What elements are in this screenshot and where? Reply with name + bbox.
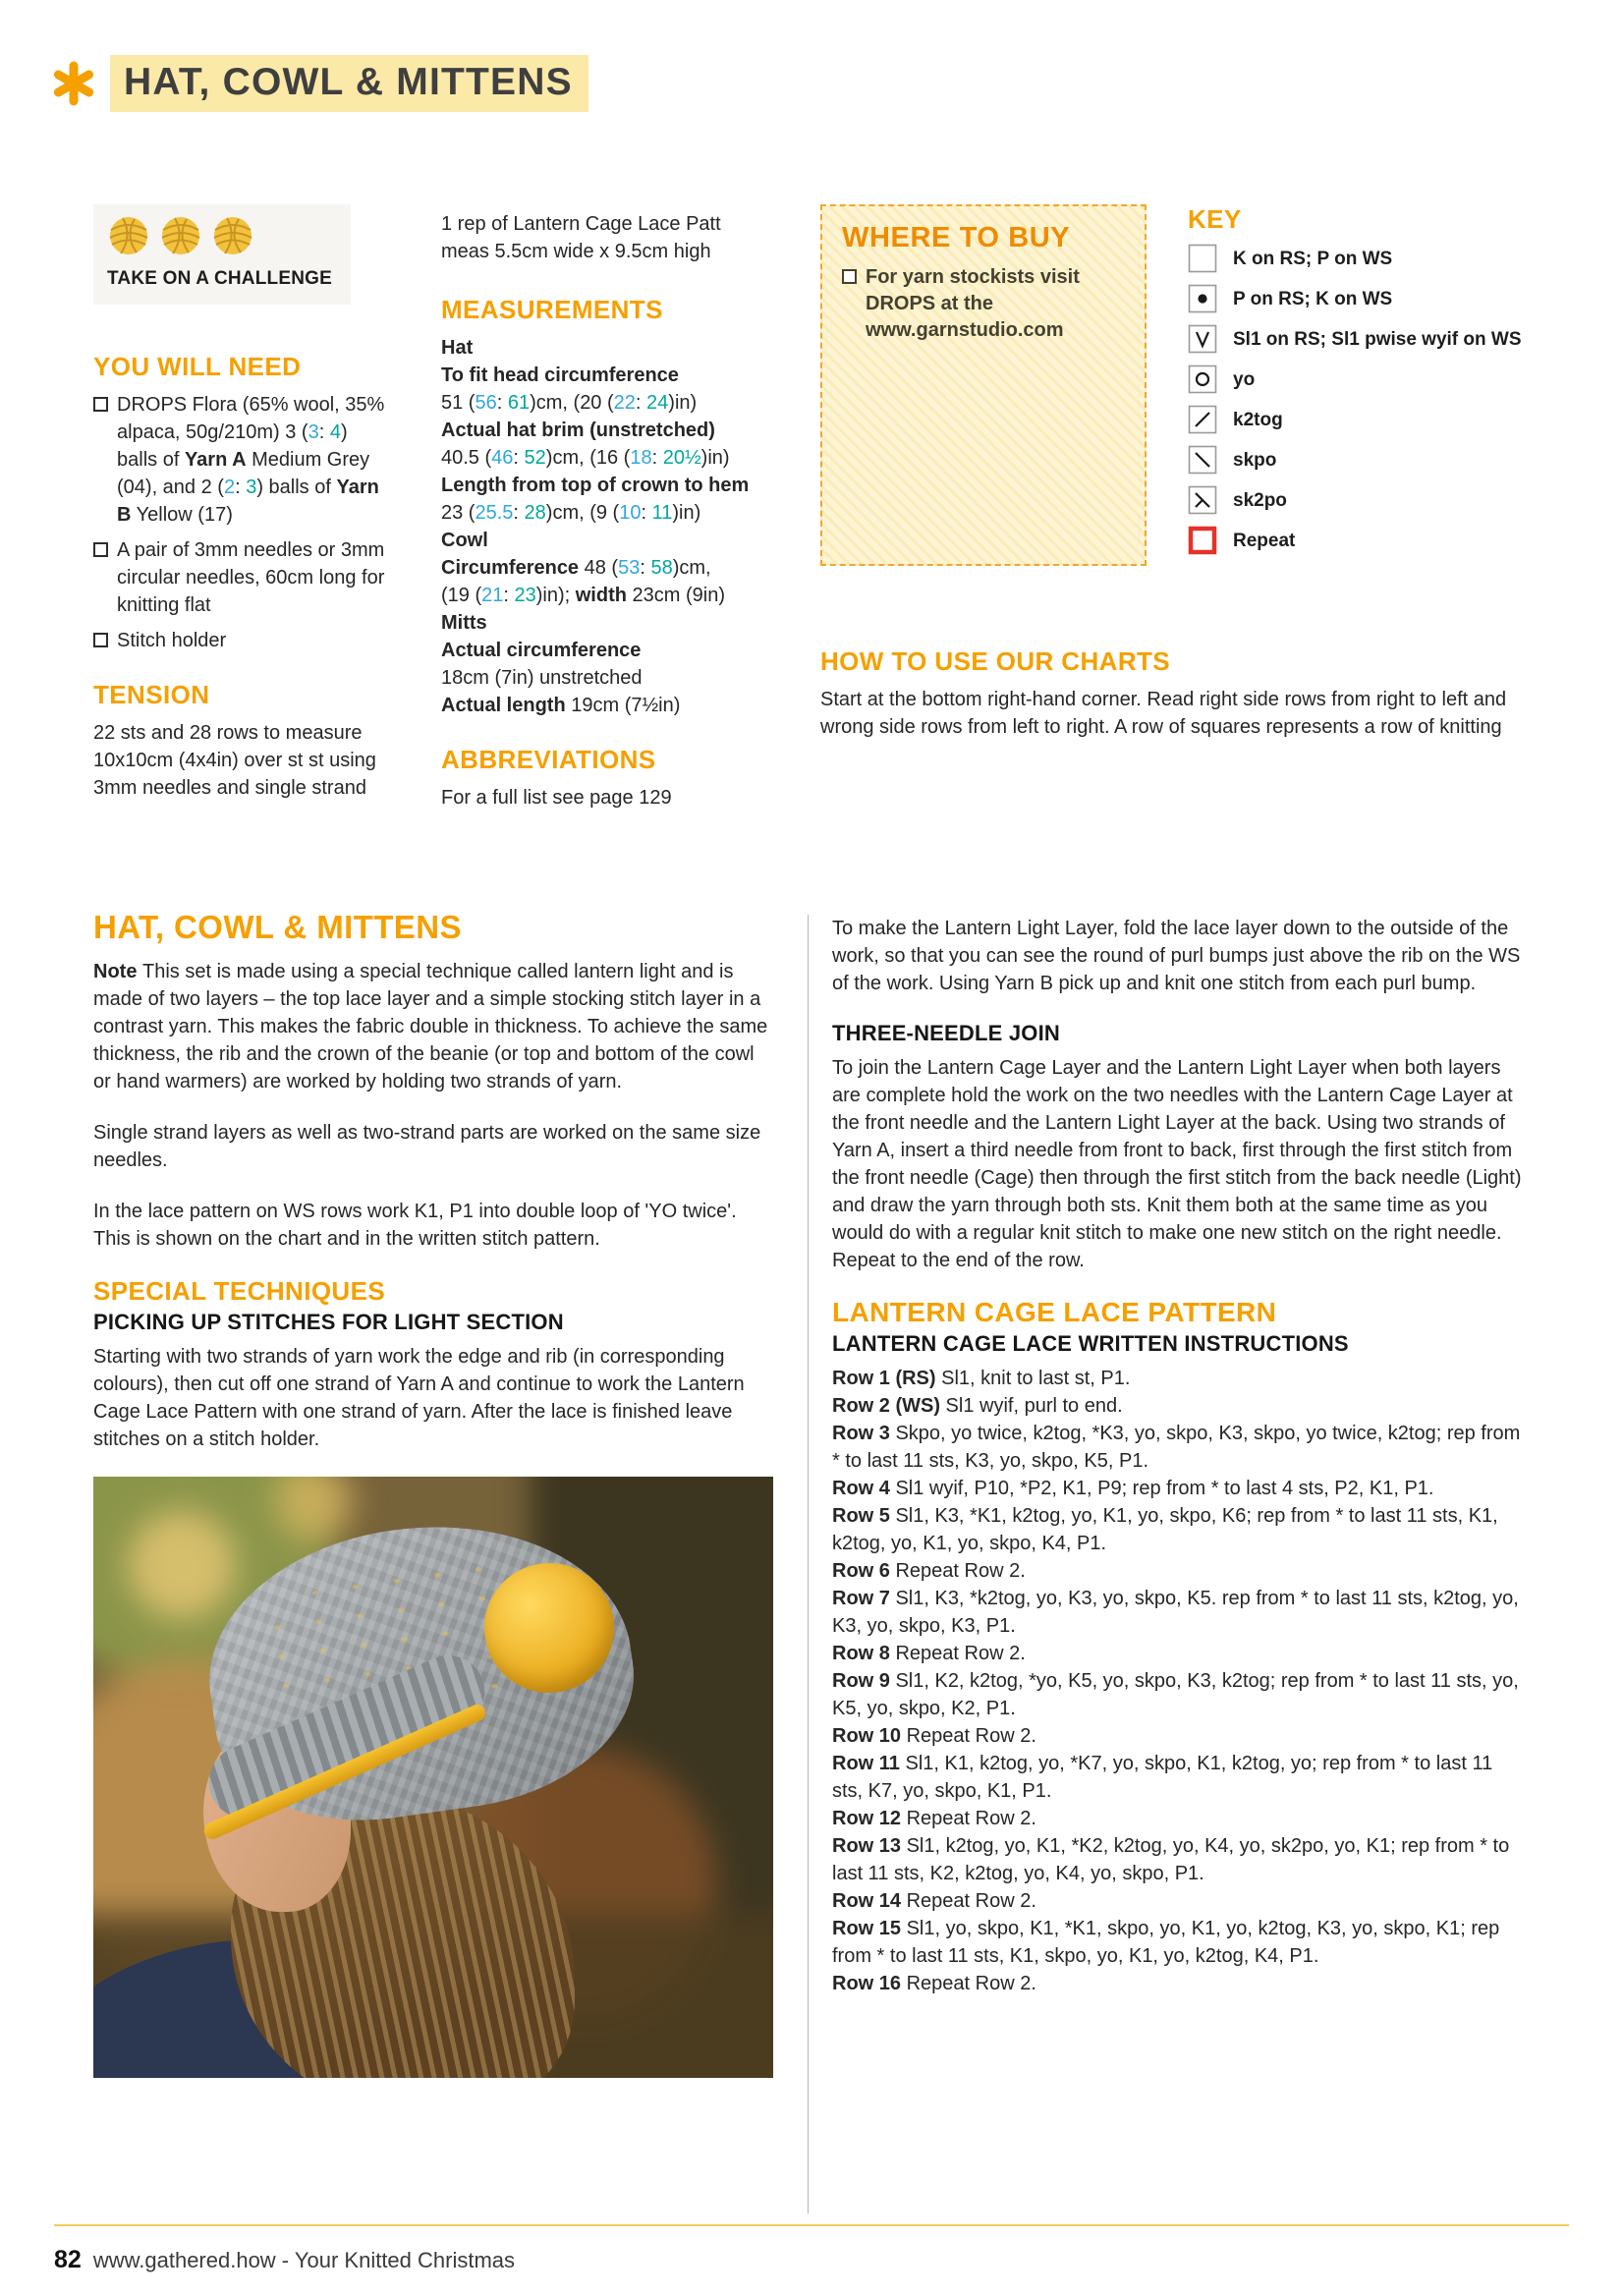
where-to-buy-box — [820, 204, 1147, 566]
lace-row: Row 6 Repeat Row 2. — [832, 1560, 1026, 1582]
lace-pattern-heading: LANTERN CAGE LACE PATTERN — [832, 1297, 1277, 1327]
measurement-line: Hat — [441, 337, 474, 359]
yarn-ball-icon — [107, 214, 150, 257]
measurement-line: Actual circumference — [441, 640, 642, 661]
abbreviations-text: For a full list see page 129 — [441, 787, 672, 809]
lace-row: Row 3 Skpo, yo twice, k2tog, *K3, yo, skpo, K3, skpo, yo twice, k2tog; rep from * to last 11 sts, K3, yo, skpo, K5, P1. — [832, 1423, 1521, 1472]
lace-row: Row 11 Sl1, K1, k2tog, yo, *K7, yo, skpo, K1, k2tog, yo; rep from * to last 11 sts, K7, yo, skpo, K1, P1. — [832, 1753, 1493, 1802]
buy-key-row — [820, 204, 1530, 566]
supply-item — [93, 391, 388, 529]
challenge-box — [93, 204, 351, 305]
repeat-size-note: 1 rep of Lantern Cage Lace Patt meas 5.5cm wide x 9.5cm high — [441, 213, 721, 262]
key-slip-v-square-icon — [1188, 324, 1217, 354]
lace-row: Row 9 Sl1, K2, k2tog, *yo, K5, yo, skpo, K3, k2tog; rep from * to last 11 sts, yo, K5, yo, skpo, K2, P1. — [832, 1670, 1519, 1719]
lace-row: Row 4 Sl1 wyif, P10, *P2, K1, P9; rep from * to last 4 sts, P2, K1, P1. — [832, 1478, 1434, 1499]
yarn-ball-row — [107, 214, 337, 257]
measurement-line: To fit head circumference — [441, 364, 679, 386]
key-yarnover-square-icon — [1188, 364, 1217, 394]
checkbox-icon — [93, 633, 108, 647]
supply-item-text: A pair of 3mm needles or 3mm circular needles, 60cm long for knitting flat — [117, 539, 385, 616]
magazine-header — [51, 55, 588, 112]
special-techniques-heading: SPECIAL TECHNIQUES — [93, 1276, 386, 1306]
key-item-label: skpo — [1233, 450, 1277, 471]
key-item — [1188, 284, 1530, 313]
article-section — [93, 909, 1530, 2221]
key-skpo-square-icon — [1188, 445, 1217, 475]
key-purl-dot-square-icon — [1188, 284, 1217, 313]
measurement-line: 23 (25.5: 28)cm, (9 (10: 11)in) — [441, 502, 701, 524]
article-note-paragraph: Note This set is made using a special technique called lantern light and is made of two layers – the top lace layer and a simple stocking stitch layer in a contrast yarn. This makes the fabric double in thickness. To achieve the same thickness, the rib and the crown of the beanie (or top and bottom of the cowl or hand warmers) are worked by holding two strands of yarn. — [93, 961, 768, 1092]
key-item — [1188, 445, 1530, 475]
supply-item — [93, 627, 388, 654]
lace-row: Row 16 Repeat Row 2. — [832, 1973, 1036, 1994]
lace-row: Row 15 Sl1, yo, skpo, K1, *K1, skpo, yo, K1, yo, k2tog, K3, yo, skpo, K1; rep from * to last 11 sts, K1, skpo, yo, K1, yo, k2tog, K4, P1. — [832, 1918, 1500, 1967]
footer-site-text: www.gathered.how - Your Knitted Christmas — [92, 2248, 516, 2272]
info-column-2 — [441, 204, 785, 812]
key-heading: KEY — [1188, 204, 1242, 234]
key-item-label: Sl1 on RS; Sl1 pwise wyif on WS — [1233, 329, 1522, 350]
key-item-label: K on RS; P on WS — [1233, 249, 1393, 269]
measurement-line: Circumference 48 (53: 58)cm, — [441, 557, 711, 579]
special-techniques-text: Starting with two strands of yarn work the edge and rib (in corresponding colours), then cut off one strand of Yarn A and continue to work the Lantern Cage Lace Pattern with one strand of yarn. After the lace is finished leave stitches on a stitch holder. — [93, 1346, 745, 1450]
footer-rule — [54, 2224, 1569, 2226]
key-item — [1188, 324, 1530, 354]
photo-bokeh-shape — [128, 1511, 236, 1619]
article-paragraph: To make the Lantern Light Layer, fold the lace layer down to the outside of the work, so that you can see the round of purl bumps just above the rib on the WS of the work. Using Yarn B pick up and knit one stitch from each purl bump. — [832, 918, 1521, 994]
measurement-line: 51 (56: 61)cm, (20 (22: 24)in) — [441, 392, 698, 414]
column-divider — [808, 915, 809, 2213]
checkbox-icon — [93, 542, 108, 557]
measurement-line: Actual length 19cm (7½in) — [441, 695, 681, 716]
key-item — [1188, 485, 1530, 515]
checkbox-icon — [842, 269, 857, 284]
measurement-line: 40.5 (46: 52)cm, (16 (18: 20½)in) — [441, 447, 730, 469]
key-k2tog-square-icon — [1188, 405, 1217, 434]
lace-row: Row 2 (WS) Sl1 wyif, purl to end. — [832, 1395, 1123, 1417]
info-column-1 — [93, 204, 406, 812]
lace-row: Row 10 Repeat Row 2. — [832, 1725, 1036, 1747]
you-will-need-heading: YOU WILL NEED — [93, 352, 302, 381]
article-right-column — [832, 915, 1526, 1997]
measurements-heading: MEASUREMENTS — [441, 295, 663, 324]
measurement-line: Actual hat brim (unstretched) — [441, 420, 715, 441]
tension-text: 22 sts and 28 rows to measure 10x10cm (4x4in) over st st using 3mm needles and single strand — [93, 722, 376, 799]
asterisk-icon — [51, 61, 96, 106]
article-left-column — [93, 909, 773, 2078]
magazine-footer — [54, 2246, 515, 2274]
supply-item-text: Stitch holder — [117, 630, 227, 651]
yarn-ball-icon — [159, 214, 202, 257]
article-paragraph: In the lace pattern on WS rows work K1, P1 into double loop of 'YO twice'. This is shown on the chart and in the written stitch pattern. — [93, 1201, 737, 1250]
page-number: 82 — [54, 2246, 82, 2273]
supply-item-text: DROPS Flora (65% wool, 35% alpaca, 50g/210m) 3 (3: 4) balls of Yarn A Medium Grey (04), and 2 (2: 3) balls of Yarn B Yellow (17) — [117, 394, 385, 526]
lace-row: Row 12 Repeat Row 2. — [832, 1808, 1036, 1829]
measurement-line: Length from top of crown to hem — [441, 475, 750, 496]
supply-item — [93, 536, 388, 619]
lace-row: Row 5 Sl1, K3, *K1, k2tog, yo, K1, yo, skpo, K6; rep from * to last 11 sts, K1, k2tog, yo, K1, yo, skpo, K4, P1. — [832, 1505, 1498, 1554]
where-to-buy-text: For yarn stockists visit DROPS at the www.garnstudio.com — [866, 266, 1080, 341]
charts-howto — [820, 646, 1530, 741]
lace-row: Row 14 Repeat Row 2. — [832, 1890, 1036, 1912]
key-item-label: Repeat — [1233, 531, 1296, 551]
key-item-label: sk2po — [1233, 490, 1287, 511]
tension-heading: TENSION — [93, 680, 210, 709]
key-item — [1188, 244, 1530, 273]
key-item-label: P on RS; K on WS — [1233, 289, 1393, 309]
key-item-label: yo — [1233, 369, 1256, 390]
challenge-label: TAKE ON A CHALLENGE — [107, 268, 332, 289]
pattern-info-section — [93, 204, 1530, 812]
key-knit-square-icon — [1188, 244, 1217, 273]
article-paragraph: Single strand layers as well as two-strand parts are worked on the same size needles. — [93, 1122, 761, 1171]
info-column-3 — [820, 204, 1530, 812]
measurement-line: 18cm (7in) unstretched — [441, 667, 643, 689]
article-heading: HAT, COWL & MITTENS — [93, 909, 462, 945]
abbreviations-heading: ABBREVIATIONS — [441, 745, 656, 774]
measurement-line: Mitts — [441, 612, 487, 634]
key-item — [1188, 526, 1530, 555]
three-needle-join-text: To join the Lantern Cage Layer and the Lantern Light Layer when both layers are complete hold the work on the two needles with the Lantern Cage Layer at the front needle and the Lantern Light Layer at the back. Using two strands of Yarn A, insert a third needle from front to back, first through the first stitch from the front needle (Cage) then through the first stitch from the back needle (Light) and draw the yarn through both sts. Knit them both at the same time as you would do with a regular knit stitch to make one new stitch on the right needle. Repeat to the end of the row. — [832, 1057, 1522, 1271]
measurement-line: Cowl — [441, 530, 488, 551]
key-sk2po-square-icon — [1188, 485, 1217, 515]
hat-pompom — [484, 1563, 614, 1693]
three-needle-join-subheading: THREE-NEEDLE JOIN — [832, 1021, 1060, 1045]
lace-row: Row 13 Sl1, k2tog, yo, K1, *K2, k2tog, yo, K4, yo, sk2po, yo, K1; rep from * to last 11 sts, K2, k2tog, yo, K4, yo, skpo, P1. — [832, 1835, 1510, 1884]
lace-row: Row 8 Repeat Row 2. — [832, 1643, 1026, 1664]
measurement-line: (19 (21: 23)in); width 23cm (9in) — [441, 585, 725, 606]
charts-heading: HOW TO USE OUR CHARTS — [820, 646, 1171, 676]
lace-row-list — [832, 1365, 1526, 1997]
picking-up-subheading: PICKING UP STITCHES FOR LIGHT SECTION — [93, 1310, 564, 1334]
key-item — [1188, 364, 1530, 394]
model-photo — [93, 1477, 773, 2078]
yarn-ball-icon — [211, 214, 254, 257]
key-repeat-square-icon — [1188, 526, 1217, 555]
chart-key — [1188, 204, 1530, 566]
page-title: HAT, COWL & MITTENS — [110, 55, 588, 112]
key-item — [1188, 405, 1530, 434]
charts-text: Start at the bottom right-hand corner. Read right side rows from right to left and wrong side rows from left to right. A row of squares represents a row of knitting — [820, 689, 1507, 738]
lace-instructions-subheading: LANTERN CAGE LACE WRITTEN INSTRUCTIONS — [832, 1331, 1349, 1356]
key-item-label: k2tog — [1233, 410, 1283, 430]
lace-row: Row 1 (RS) Sl1, knit to last st, P1. — [832, 1368, 1131, 1389]
where-to-buy-body — [842, 264, 1088, 344]
checkbox-icon — [93, 397, 108, 412]
lace-row: Row 7 Sl1, K3, *k2tog, yo, K3, yo, skpo, K5. rep from * to last 11 sts, k2tog, yo, K3, yo, skpo, K3, P1. — [832, 1588, 1519, 1637]
where-to-buy-heading: WHERE TO BUY — [842, 222, 1071, 253]
